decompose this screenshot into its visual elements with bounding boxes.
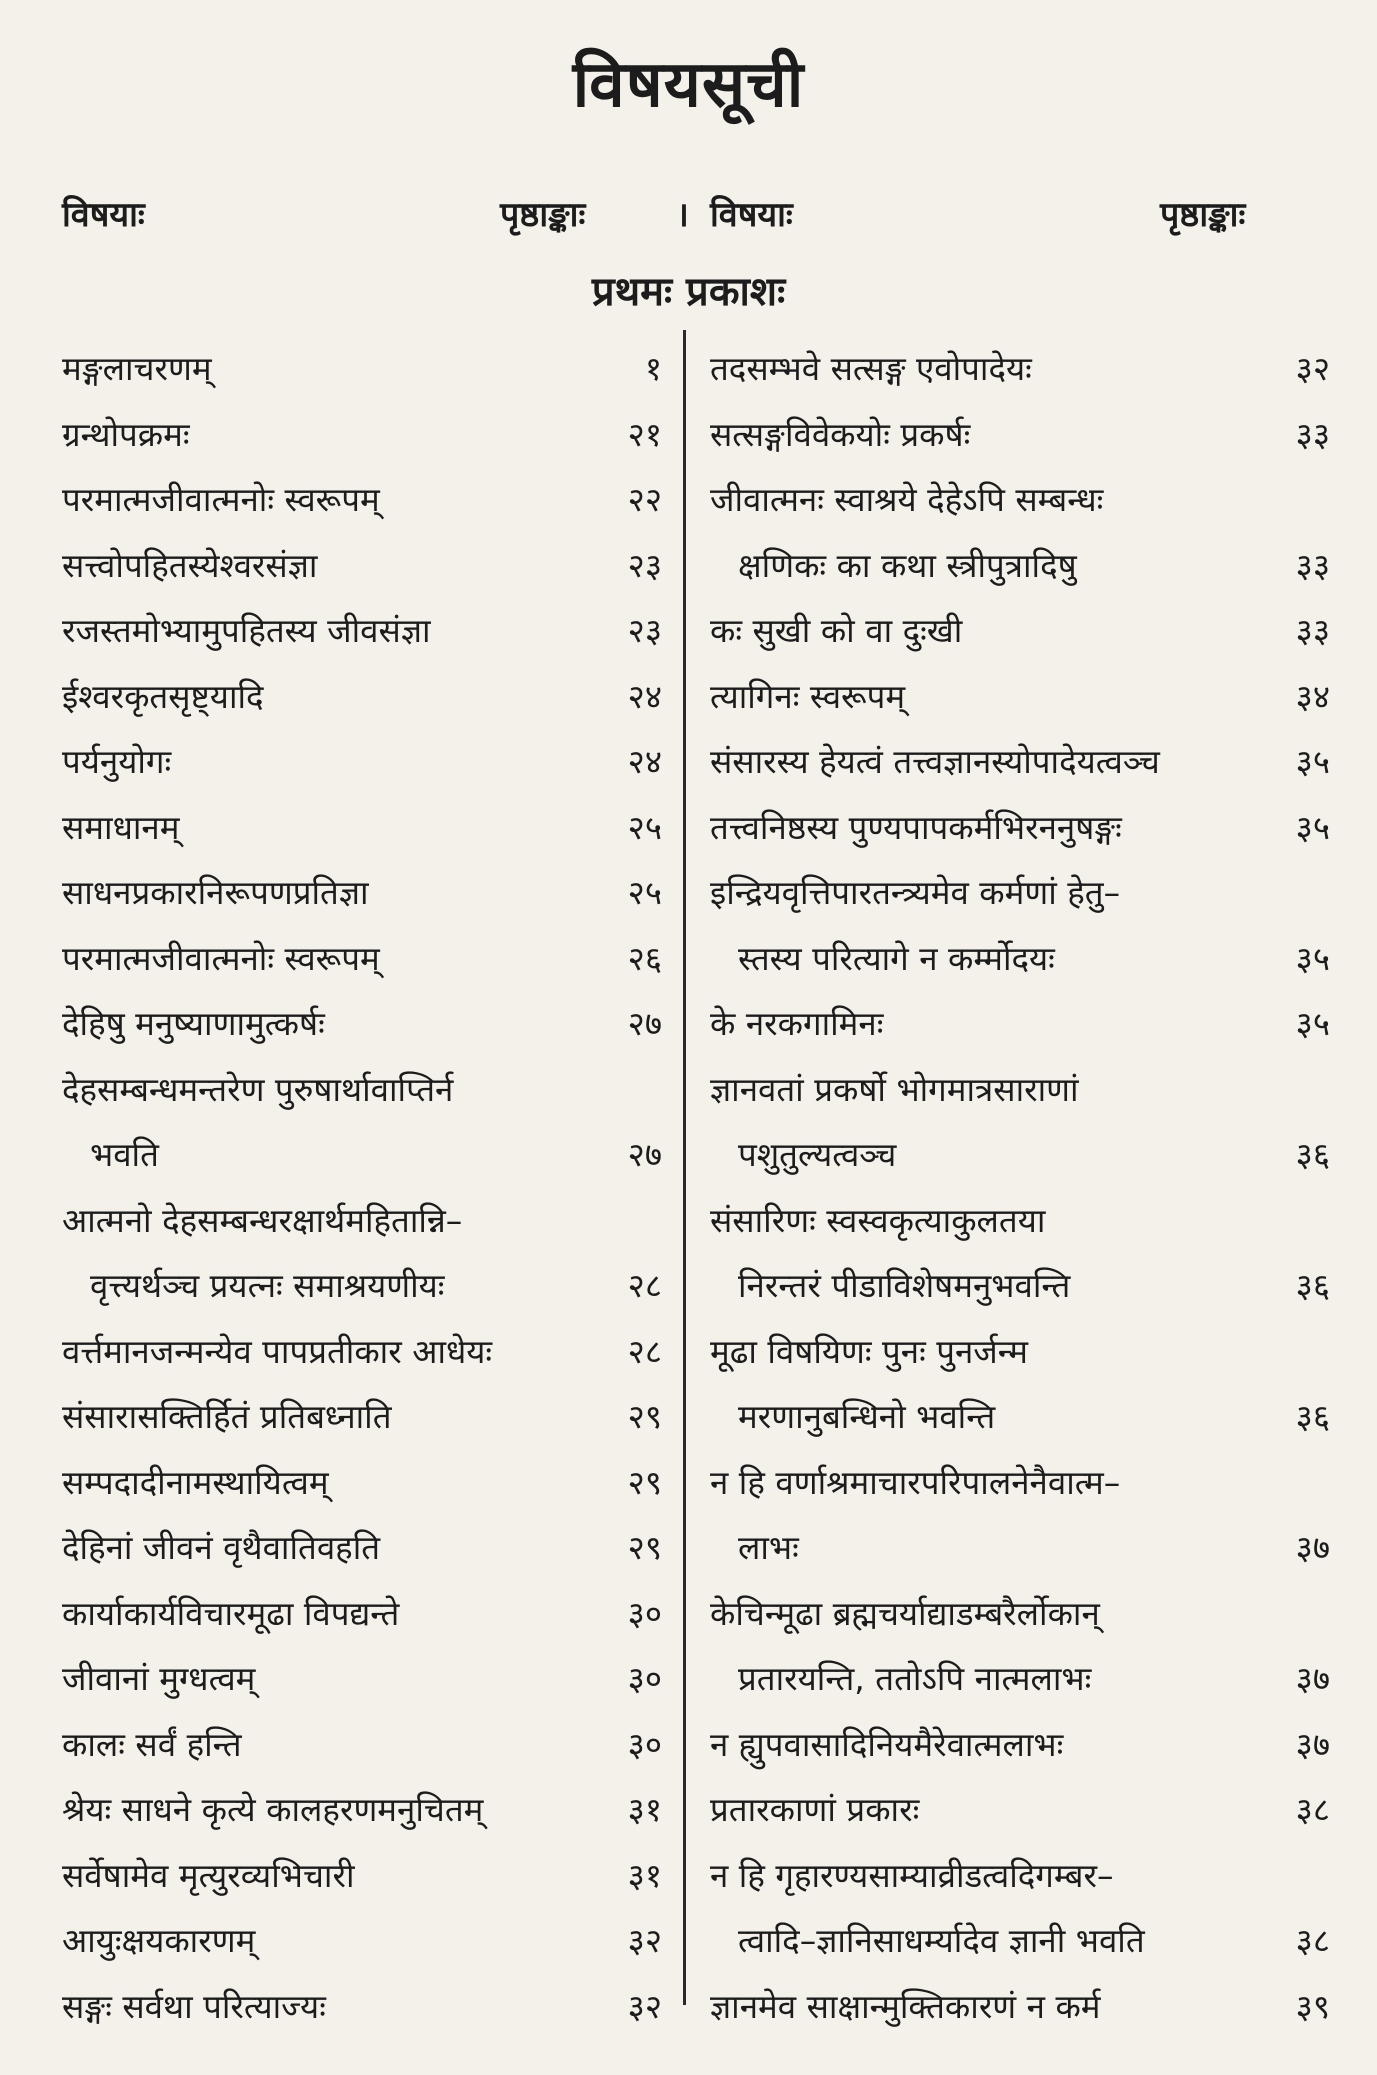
toc-entry-text: तत्त्वनिष्ठस्य पुण्यपापकर्मभिरननुषङ्गः bbox=[710, 807, 1122, 847]
toc-entry-text: देहिनां जीवनं वृथैवातिवहति bbox=[62, 1528, 381, 1567]
toc-entry-text: संसारस्य हेयत्वं तत्त्वज्ञानस्योपादेयत्वञ्च bbox=[710, 742, 1160, 781]
toc-entry-text: निरन्तरं पीडाविशेषमनुभवन्ति bbox=[738, 1266, 1071, 1305]
toc-entry bbox=[710, 533, 1330, 599]
toc-entry-page: ३२ bbox=[1295, 349, 1330, 388]
toc-entry bbox=[710, 1450, 1330, 1516]
toc-entry bbox=[710, 1319, 1330, 1385]
toc-entry bbox=[710, 729, 1330, 795]
toc-entry-text: देहिषु मनुष्याणामुत्कर्षः bbox=[62, 1004, 325, 1043]
toc-entry bbox=[62, 467, 662, 533]
toc-entry bbox=[62, 991, 662, 1057]
toc-entry-text: तदसम्भवे सत्सङ्ग एवोपादेयः bbox=[710, 349, 1032, 388]
toc-entry-text: प्रतारकाणां प्रकारः bbox=[710, 1790, 920, 1829]
toc-entry bbox=[62, 795, 662, 861]
toc-entry-text: जीवानां मुग्धत्वम् bbox=[62, 1659, 256, 1698]
toc-entry-page: २९ bbox=[627, 1462, 662, 1502]
toc-entry bbox=[62, 336, 662, 402]
toc-entry bbox=[710, 1908, 1330, 1974]
toc-entry-page: २५ bbox=[627, 807, 662, 847]
toc-entry-text: न हि वर्णाश्रमाचारपरिपालनेनैवात्म– bbox=[710, 1462, 1121, 1502]
toc-entry-page: ३७ bbox=[1295, 1528, 1330, 1567]
toc-entry-page: ३३ bbox=[1295, 545, 1330, 585]
toc-entry-text: सत्त्वोपहितस्येश्वरसंज्ञा bbox=[62, 545, 318, 585]
toc-entry-text: के नरकगामिनः bbox=[710, 1004, 884, 1043]
toc-entry bbox=[710, 1188, 1330, 1254]
toc-entry-page: २४ bbox=[627, 742, 662, 781]
toc-entry-page: ३० bbox=[627, 1724, 662, 1764]
toc-entry-page: ३५ bbox=[1295, 742, 1330, 781]
toc-entry bbox=[710, 467, 1330, 533]
toc-entry-page: ३८ bbox=[1295, 1921, 1330, 1960]
toc-entry-page: ३० bbox=[627, 1593, 662, 1633]
toc-entry bbox=[710, 1581, 1330, 1647]
toc-entry-text: देहसम्बन्धमन्तरेण पुरुषार्थावाप्तिर्न bbox=[62, 1069, 454, 1109]
toc-entry bbox=[710, 1253, 1330, 1319]
toc-entry-text: त्यागिनः स्वरूपम् bbox=[710, 676, 906, 716]
toc-entry-text: त्वादि–ज्ञानिसाधर्म्यादेव ज्ञानी भवति bbox=[738, 1921, 1145, 1960]
toc-entry-page: ३३ bbox=[1295, 611, 1330, 650]
toc-entry bbox=[62, 533, 662, 599]
toc-entry-text: साधनप्रकारनिरूपणप्रतिज्ञा bbox=[62, 873, 369, 912]
toc-entry bbox=[710, 795, 1330, 861]
toc-entry-text: स्तस्य परित्यागे न कर्म्मोदयः bbox=[738, 938, 1055, 978]
left-column bbox=[62, 336, 662, 2039]
toc-entry-text: पर्यनुयोगः bbox=[62, 742, 172, 781]
toc-entry-text: आयुःक्षयकारणम् bbox=[62, 1921, 256, 1960]
header-left-page: पृष्ठाङ्काः bbox=[500, 195, 586, 235]
toc-entry-page: ३३ bbox=[1295, 414, 1330, 454]
toc-entry-page: १ bbox=[644, 349, 662, 388]
toc-entry-page: ३६ bbox=[1295, 1266, 1330, 1305]
toc-entry-text: कार्याकार्यविचारमूढा विपद्यन्ते bbox=[62, 1593, 400, 1633]
toc-entry bbox=[62, 1974, 662, 2040]
toc-entry-page: ३९ bbox=[1295, 1986, 1330, 2026]
header-right-subject: विषयाः bbox=[710, 195, 793, 235]
toc-entry-page: २९ bbox=[627, 1397, 662, 1436]
toc-entry bbox=[62, 926, 662, 992]
toc-entry bbox=[62, 729, 662, 795]
toc-entry-page: ३२ bbox=[627, 1986, 662, 2026]
toc-entry bbox=[710, 336, 1330, 402]
toc-entry-page: ३८ bbox=[1295, 1790, 1330, 1829]
toc-entry-text: मरणानुबन्धिनो भवन्ति bbox=[738, 1397, 996, 1436]
toc-entry bbox=[710, 1515, 1330, 1581]
toc-entry-text: केचिन्मूढा ब्रह्मचर्याद्याडम्बरैर्लोकान् bbox=[710, 1593, 1100, 1633]
toc-entry bbox=[710, 598, 1330, 664]
toc-entry bbox=[62, 860, 662, 926]
toc-entry-page: २७ bbox=[627, 1004, 662, 1043]
toc-entry bbox=[62, 1581, 662, 1647]
toc-entry-text: पशुतुल्यत्वञ्च bbox=[738, 1135, 897, 1174]
toc-entry bbox=[710, 1843, 1330, 1909]
toc-entry-text: कः सुखी को वा दुःखी bbox=[710, 611, 963, 650]
toc-entry-text: सम्पदादीनामस्थायित्वम् bbox=[62, 1462, 329, 1502]
toc-entry bbox=[710, 1384, 1330, 1450]
toc-entry bbox=[62, 1319, 662, 1385]
toc-entry-text: परमात्मजीवात्मनोः स्वरूपम् bbox=[62, 938, 380, 978]
toc-entry bbox=[710, 1122, 1330, 1188]
right-column bbox=[710, 336, 1330, 2039]
toc-entry bbox=[710, 1777, 1330, 1843]
toc-entry-text: सर्वेषामेव मृत्युरव्यभिचारी bbox=[62, 1855, 355, 1895]
toc-entry-text: ज्ञानवतां प्रकर्षो भोगमात्रसाराणां bbox=[710, 1069, 1079, 1109]
toc-entry-text: वृत्त्यर्थञ्च प्रयत्नः समाश्रयणीयः bbox=[90, 1266, 445, 1305]
toc-entry-page: ३१ bbox=[627, 1855, 662, 1895]
toc-entry-text: जीवात्मनः स्वाश्रये देहेऽपि सम्बन्धः bbox=[710, 480, 1104, 519]
toc-entry bbox=[62, 1384, 662, 1450]
toc-entry bbox=[62, 598, 662, 664]
toc-entry-text: समाधानम् bbox=[62, 807, 180, 847]
toc-entry-text: ज्ञानमेव साक्षान्मुक्तिकारणं न कर्म bbox=[710, 1986, 1101, 2026]
toc-entry-text: लाभः bbox=[738, 1528, 799, 1567]
toc-entry-page: ३७ bbox=[1295, 1659, 1330, 1698]
toc-entry bbox=[62, 402, 662, 468]
toc-entry-page: ३५ bbox=[1295, 1004, 1330, 1043]
toc-entry-page: २८ bbox=[627, 1331, 662, 1371]
toc-entry bbox=[62, 1188, 662, 1254]
toc-entry-page: ३६ bbox=[1295, 1135, 1330, 1174]
toc-entry-page: ३७ bbox=[1295, 1724, 1330, 1764]
toc-entry-text: भवति bbox=[90, 1135, 159, 1174]
header-separator: । bbox=[676, 195, 689, 235]
toc-entry-page: ३६ bbox=[1295, 1397, 1330, 1436]
toc-entry-page: २३ bbox=[627, 545, 662, 585]
toc-entry-text: न ह्युपवासादिनियमैरेवात्मलाभः bbox=[710, 1724, 1064, 1764]
toc-entry-text: सङ्गः सर्वथा परित्याज्यः bbox=[62, 1986, 326, 2026]
toc-entry bbox=[62, 1908, 662, 1974]
page-title: विषयसूची bbox=[572, 48, 805, 122]
toc-entry-text: सत्सङ्गविवेकयोः प्रकर्षः bbox=[710, 414, 971, 454]
toc-entry-text: परमात्मजीवात्मनोः स्वरूपम् bbox=[62, 480, 380, 519]
toc-entry bbox=[710, 1712, 1330, 1778]
toc-entry-page: २९ bbox=[627, 1528, 662, 1567]
toc-entry-text: रजस्तमोभ्यामुपहितस्य जीवसंज्ञा bbox=[62, 611, 431, 650]
column-divider bbox=[683, 330, 686, 2005]
toc-entry-text: मूढा विषयिणः पुनः पुनर्जन्म bbox=[710, 1331, 1029, 1371]
toc-entry-page: २७ bbox=[627, 1135, 662, 1174]
toc-entry-page: ३२ bbox=[627, 1921, 662, 1960]
toc-entry-text: ग्रन्थोपक्रमः bbox=[62, 414, 190, 454]
toc-entry-text: वर्त्तमानजन्मन्येव पापप्रतीकार आधेयः bbox=[62, 1331, 493, 1371]
toc-entry bbox=[62, 664, 662, 730]
toc-entry-text: ईश्वरकृतसृष्ट्यादि bbox=[62, 676, 264, 716]
toc-entry-page: ३५ bbox=[1295, 938, 1330, 978]
toc-entry bbox=[710, 1646, 1330, 1712]
toc-entry-text: कालः सर्वं हन्ति bbox=[62, 1724, 242, 1764]
header-right-page: पृष्ठाङ्काः bbox=[1160, 195, 1246, 235]
toc-entry-page: २३ bbox=[627, 611, 662, 650]
toc-entry bbox=[710, 1974, 1330, 2040]
toc-entry-page: २२ bbox=[627, 480, 662, 519]
toc-entry-text: न हि गृहारण्यसाम्याव्रीडत्वदिगम्बर– bbox=[710, 1855, 1114, 1895]
toc-entry-text: मङ्गलाचरणम् bbox=[62, 349, 212, 388]
toc-entry bbox=[62, 1450, 662, 1516]
toc-entry-page: ३४ bbox=[1295, 676, 1330, 716]
toc-entry bbox=[710, 1057, 1330, 1123]
toc-entry-page: ३५ bbox=[1295, 807, 1330, 847]
toc-entry-text: प्रतारयन्ति, ततोऽपि नात्मलाभः bbox=[738, 1659, 1092, 1698]
toc-entry-page: २८ bbox=[627, 1266, 662, 1305]
toc-entry bbox=[62, 1515, 662, 1581]
toc-entry bbox=[62, 1646, 662, 1712]
toc-entry bbox=[710, 926, 1330, 992]
toc-entry-page: २४ bbox=[627, 676, 662, 716]
toc-entry-page: ३१ bbox=[627, 1790, 662, 1829]
toc-entry bbox=[62, 1253, 662, 1319]
toc-entry-text: संसारासक्तिर्हितं प्रतिबध्नाति bbox=[62, 1397, 392, 1436]
toc-entry bbox=[62, 1843, 662, 1909]
toc-entry bbox=[62, 1777, 662, 1843]
toc-entry bbox=[62, 1122, 662, 1188]
header-left-subject: विषयाः bbox=[62, 195, 145, 235]
toc-entry-text: क्षणिकः का कथा स्त्रीपुत्रादिषु bbox=[738, 545, 1077, 585]
toc-entry-text: संसारिणः स्वस्वकृत्याकुलतया bbox=[710, 1200, 1046, 1240]
toc-entry-page: २५ bbox=[627, 873, 662, 912]
toc-entry-text: इन्द्रियवृत्तिपारतन्त्र्यमेव कर्मणां हेतु– bbox=[710, 873, 1121, 912]
toc-entry-page: ३० bbox=[627, 1659, 662, 1698]
toc-entry-text: श्रेयः साधने कृत्ये कालहरणमनुचितम् bbox=[62, 1790, 484, 1829]
toc-entry bbox=[710, 860, 1330, 926]
toc-entry-page: २१ bbox=[627, 414, 662, 454]
toc-entry bbox=[710, 991, 1330, 1057]
toc-entry bbox=[710, 664, 1330, 730]
toc-entry-page: २६ bbox=[627, 938, 662, 978]
toc-entry bbox=[710, 402, 1330, 468]
toc-entry bbox=[62, 1712, 662, 1778]
section-title: प्रथमः प्रकाशः bbox=[591, 269, 786, 315]
toc-entry-text: आत्मनो देहसम्बन्धरक्षार्थमहितान्नि– bbox=[62, 1200, 463, 1240]
toc-entry bbox=[62, 1057, 662, 1123]
